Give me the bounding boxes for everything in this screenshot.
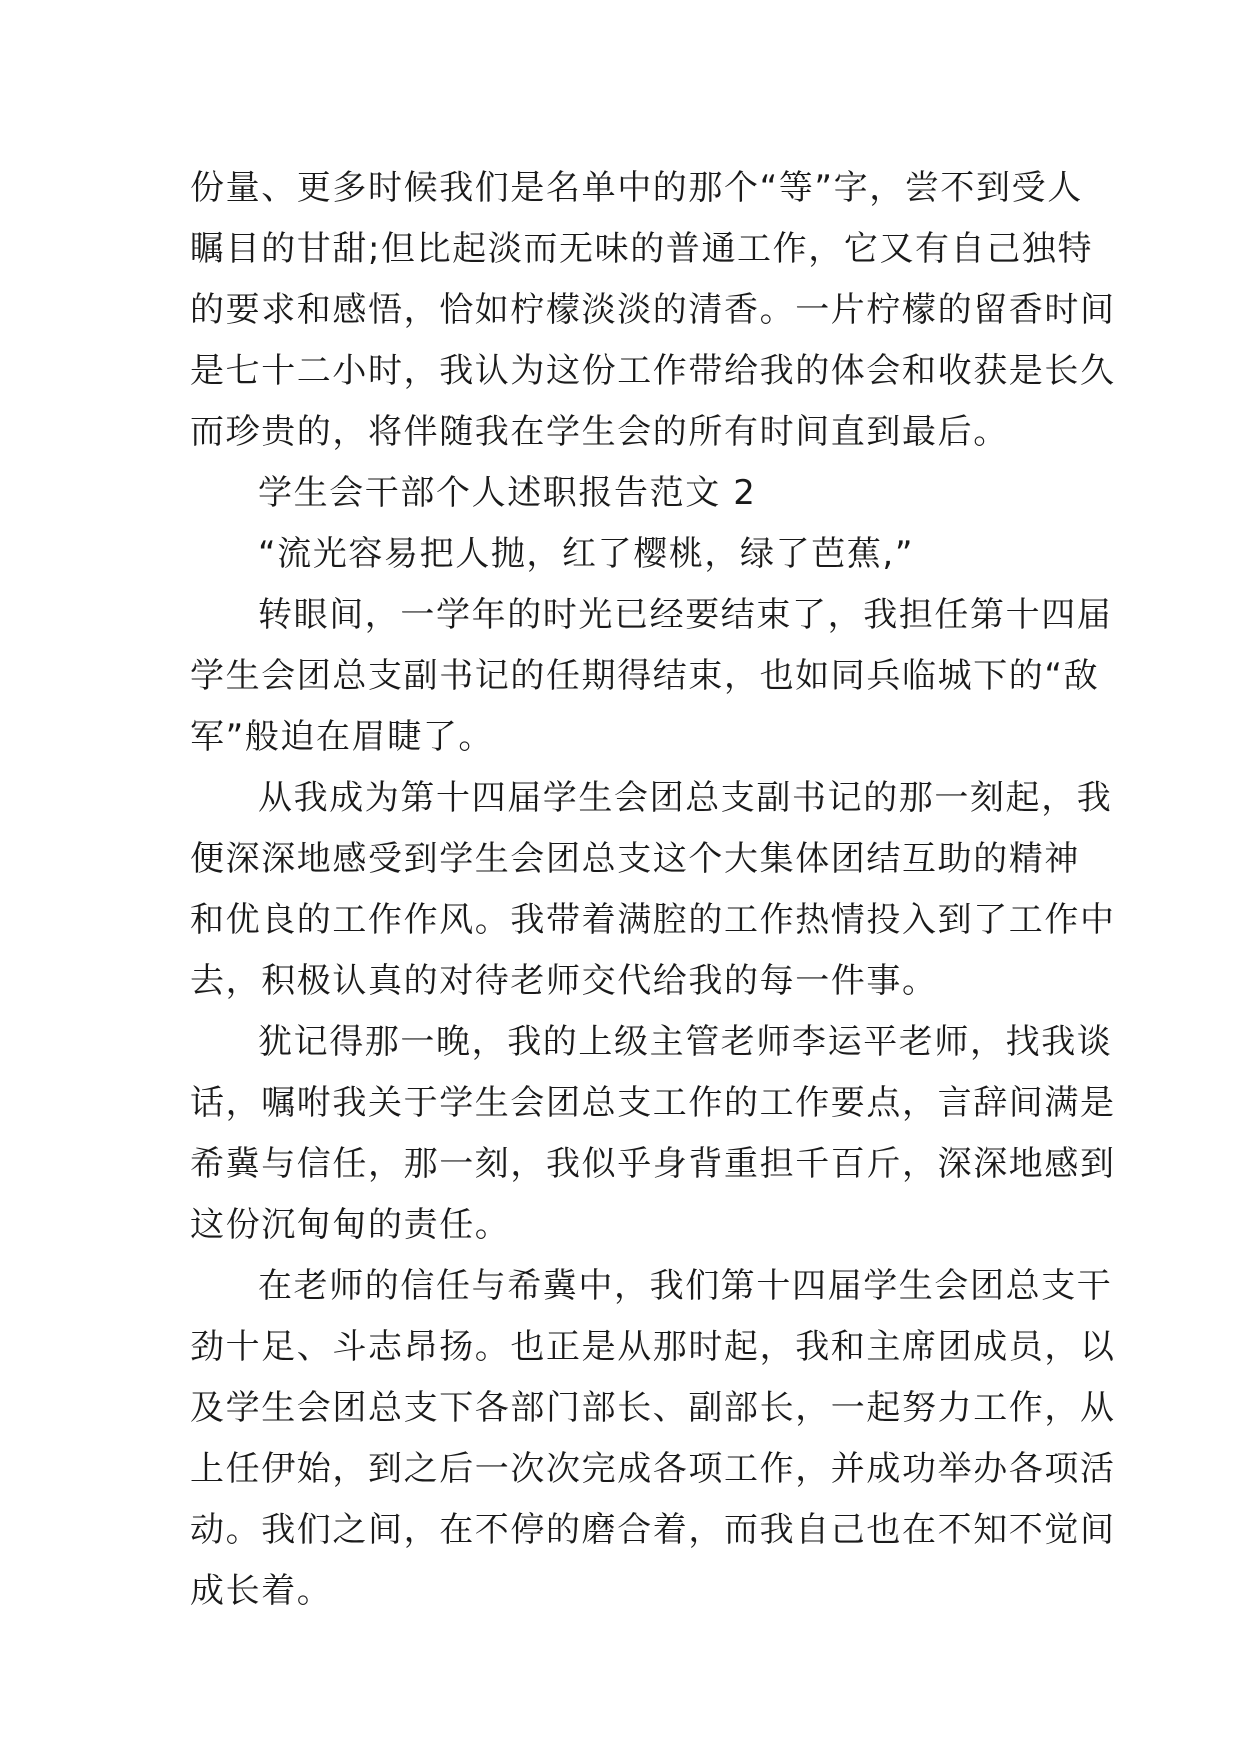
text-line: 成长着。 xyxy=(190,1571,333,1611)
text-line: 话，嘱咐我关于学生会团总支工作的工作要点，言辞间满是 xyxy=(190,1083,1116,1123)
paragraph-start: 从我成为第十四届学生会团总支副书记的那一刻起，我 xyxy=(258,778,1113,818)
text-line: 去，积极认真的对待老师交代给我的每一件事。 xyxy=(190,961,938,1001)
text-line: 学生会团总支副书记的任期得结束，也如同兵临城下的“敌 xyxy=(190,656,1100,696)
text-line: 这份沉甸甸的责任。 xyxy=(190,1205,511,1245)
text-line: 瞩目的甘甜;但比起淡而无味的普通工作，它又有自己独特 xyxy=(190,229,1094,269)
document-body xyxy=(190,158,1116,1622)
text-line: 而珍贵的，将伴随我在学生会的所有时间直到最后。 xyxy=(190,412,1009,452)
text-line: 军”般迫在眉睫了。 xyxy=(190,717,495,757)
text-line: 动。我们之间，在不停的磨合着，而我自己也在不知不觉间 xyxy=(190,1510,1116,1550)
paragraph-start: 犹记得那一晚，我的上级主管老师李运平老师，找我谈 xyxy=(258,1022,1113,1062)
quote-line: “流光容易把人抛，红了樱桃，绿了芭蕉,” xyxy=(258,534,915,574)
text-line: 份量、更多时候我们是名单中的那个“等”字，尝不到受人 xyxy=(190,168,1083,208)
text-line: 希冀与信任，那一刻，我似乎身背重担千百斤，深深地感到 xyxy=(190,1144,1116,1184)
paragraph-start: 转眼间，一学年的时光已经要结束了，我担任第十四届 xyxy=(258,595,1113,635)
text-line: 及学生会团总支下各部门部长、副部长，一起努力工作，从 xyxy=(190,1388,1116,1428)
text-line: 是七十二小时，我认为这份工作带给我的体会和收获是长久 xyxy=(190,351,1116,391)
text-line: 的要求和感悟，恰如柠檬淡淡的清香。一片柠檬的留香时间 xyxy=(190,290,1116,330)
text-line: 上任伊始，到之后一次次完成各项工作，并成功举办各项活 xyxy=(190,1449,1116,1489)
section-heading: 学生会干部个人述职报告范文 2 xyxy=(258,473,757,513)
text-line: 和优良的工作作风。我带着满腔的工作热情投入到了工作中 xyxy=(190,900,1116,940)
paragraph-start: 在老师的信任与希冀中，我们第十四届学生会团总支干 xyxy=(258,1266,1113,1306)
text-line: 便深深地感受到学生会团总支这个大集体团结互助的精神 xyxy=(190,839,1080,879)
text-line: 劲十足、斗志昂扬。也正是从那时起，我和主席团成员，以 xyxy=(190,1327,1116,1367)
